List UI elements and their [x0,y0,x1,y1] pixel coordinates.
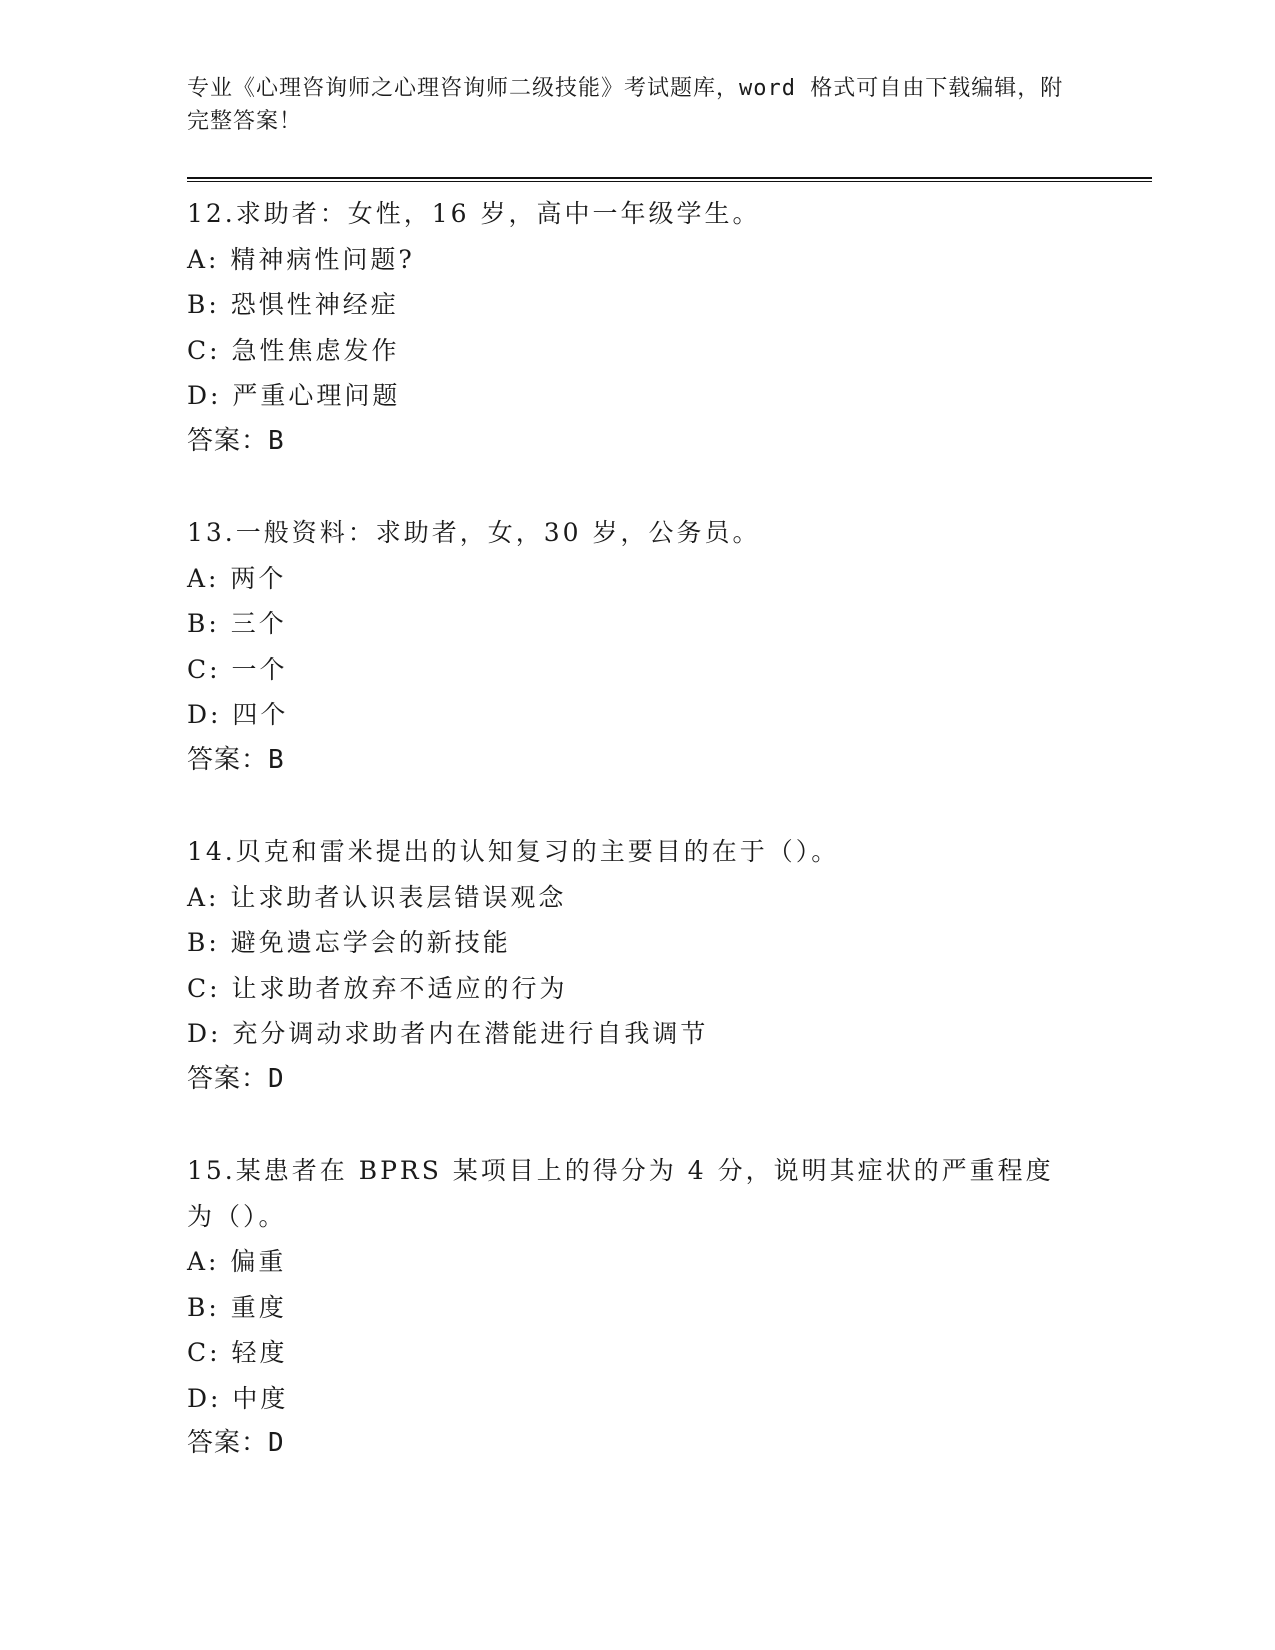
question-block [187,829,1087,1102]
option-d: D: 严重心理问题 [187,381,401,410]
answer-line: 答案：D [187,1063,285,1094]
answer-line: 答案：D [187,1428,285,1458]
header-divider [187,177,1152,182]
option-b: B: 重度 [187,1292,287,1322]
option-b: B: 三个 [187,609,287,638]
option-a: A: 精神病性问题? [187,244,415,274]
question-stem: 14.贝克和雷米提出的认知复习的主要目的在于（）。 [187,837,840,866]
document-header: 专业《心理咨询师之心理咨询师二级技能》考试题库，word 格式可自由下载编辑，附完整答案！ [187,76,1064,134]
option-d: D: 中度 [187,1383,289,1413]
question-stem: 15.某患者在 BPRS 某项目上的得分为 4 分，说明其症状的严重程度为（）。 [187,1156,1054,1231]
question-block [187,1148,1087,1467]
option-b: B: 避免遗忘学会的新技能 [187,928,511,957]
option-d: D: 充分调动求助者内在潜能进行自我调节 [187,1019,709,1048]
answer-line: 答案：B [187,425,285,456]
option-c: C: 急性焦虑发作 [187,335,400,365]
question-block [187,510,1087,783]
question-block [187,191,1087,464]
option-a: A: 偏重 [187,1247,287,1276]
option-d: D: 四个 [187,700,289,729]
answer-line: 答案：B [187,744,285,775]
option-c: C: 让求助者放弃不适应的行为 [187,973,568,1003]
option-c: C: 轻度 [187,1338,288,1367]
option-c: C: 一个 [187,654,288,684]
question-stem: 13.一般资料：求助者，女，30 岁，公务员。 [187,518,761,547]
option-b: B: 恐惧性神经症 [187,290,399,319]
option-a: A: 让求助者认识表层错误观念 [187,882,567,912]
question-stem: 12.求助者：女性，16 岁，高中一年级学生。 [187,199,761,228]
option-a: A: 两个 [187,563,287,593]
